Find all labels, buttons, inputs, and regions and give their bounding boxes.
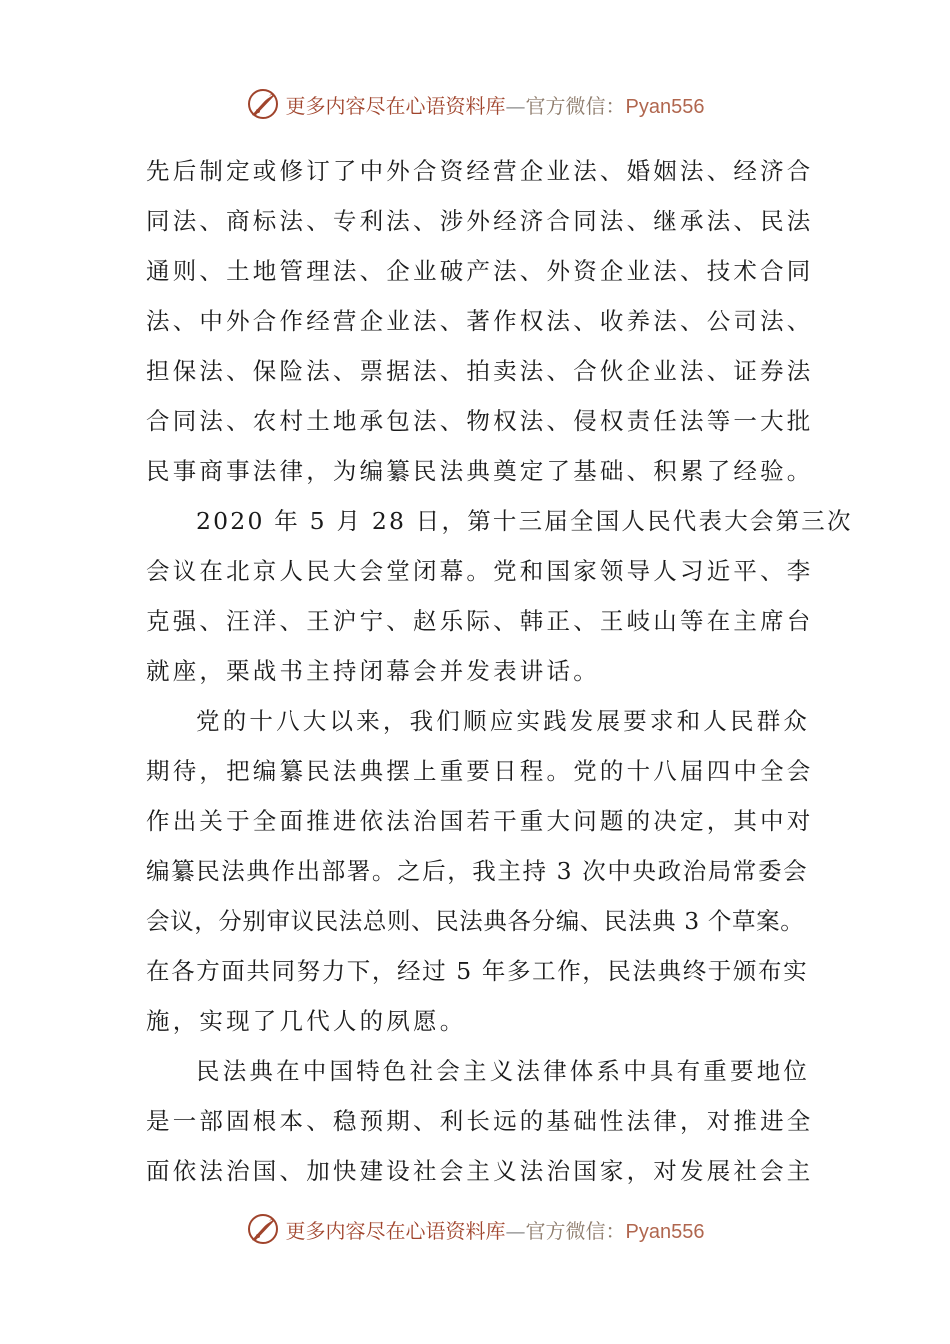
header-watermark-banner [0,84,950,124]
text-line: 就座，栗战书主持闭幕会并发表讲话。 [146,657,600,685]
text-line: 民法典在中国特色社会主义法律体系中具有重要地位 [196,1057,811,1085]
footer-watermark-banner [0,1209,950,1249]
text-line: 党的十八大以来，我们顺应实践发展要求和人民群众 [196,707,811,735]
quill-logo-icon [246,87,280,121]
watermark-text: 更多内容尽在心语资料库—官方微信：Pyan556 [285,93,705,118]
text-line: 会议，分别审议民法总则、民法典各分编、民法典 3 个草案。 [146,907,805,935]
text-line: 面依法治国、加快建设社会主义法治国家，对发展社会主 [146,1157,814,1185]
watermark-text: 更多内容尽在心语资料库—官方微信：Pyan556 [285,1218,705,1243]
text-line: 编纂民法典作出部署。之后，我主持 3 次中央政治局常委会 [146,857,809,885]
text-line: 合同法、农村土地承包法、物权法、侵权责任法等一大批 [146,407,814,435]
text-line: 作出关于全面推进依法治国若干重大问题的决定，其中对 [146,807,814,835]
text-line: 期待，把编纂民法典摆上重要日程。党的十八届四中全会 [146,757,814,785]
text-line: 通则、土地管理法、企业破产法、外资企业法、技术合同 [146,257,814,285]
text-line: 民事商事法律，为编纂民法典奠定了基础、积累了经验。 [146,457,814,485]
text-line: 先后制定或修订了中外合资经营企业法、婚姻法、经济合 [146,157,814,185]
text-line: 克强、汪洋、王沪宁、赵乐际、韩正、王岐山等在主席台 [146,607,814,635]
text-line: 担保法、保险法、票据法、拍卖法、合伙企业法、证券法 [146,357,814,385]
document-body [146,146,853,1196]
text-line: 法、中外合作经营企业法、著作权法、收养法、公司法、 [146,307,814,335]
quill-logo-icon [246,1212,280,1246]
text-line: 在各方面共同努力下，经过 5 年多工作，民法典终于颁布实 [146,957,809,985]
text-line: 2020 年 5 月 28 日，第十三届全国人民代表大会第三次 [196,507,853,535]
text-line: 会议在北京人民大会堂闭幕。党和国家领导人习近平、李 [146,557,814,585]
text-line: 同法、商标法、专利法、涉外经济合同法、继承法、民法 [146,207,814,235]
text-line: 是一部固根本、稳预期、利长远的基础性法律，对推进全 [146,1107,814,1135]
text-line: 施，实现了几代人的夙愿。 [146,1007,467,1035]
